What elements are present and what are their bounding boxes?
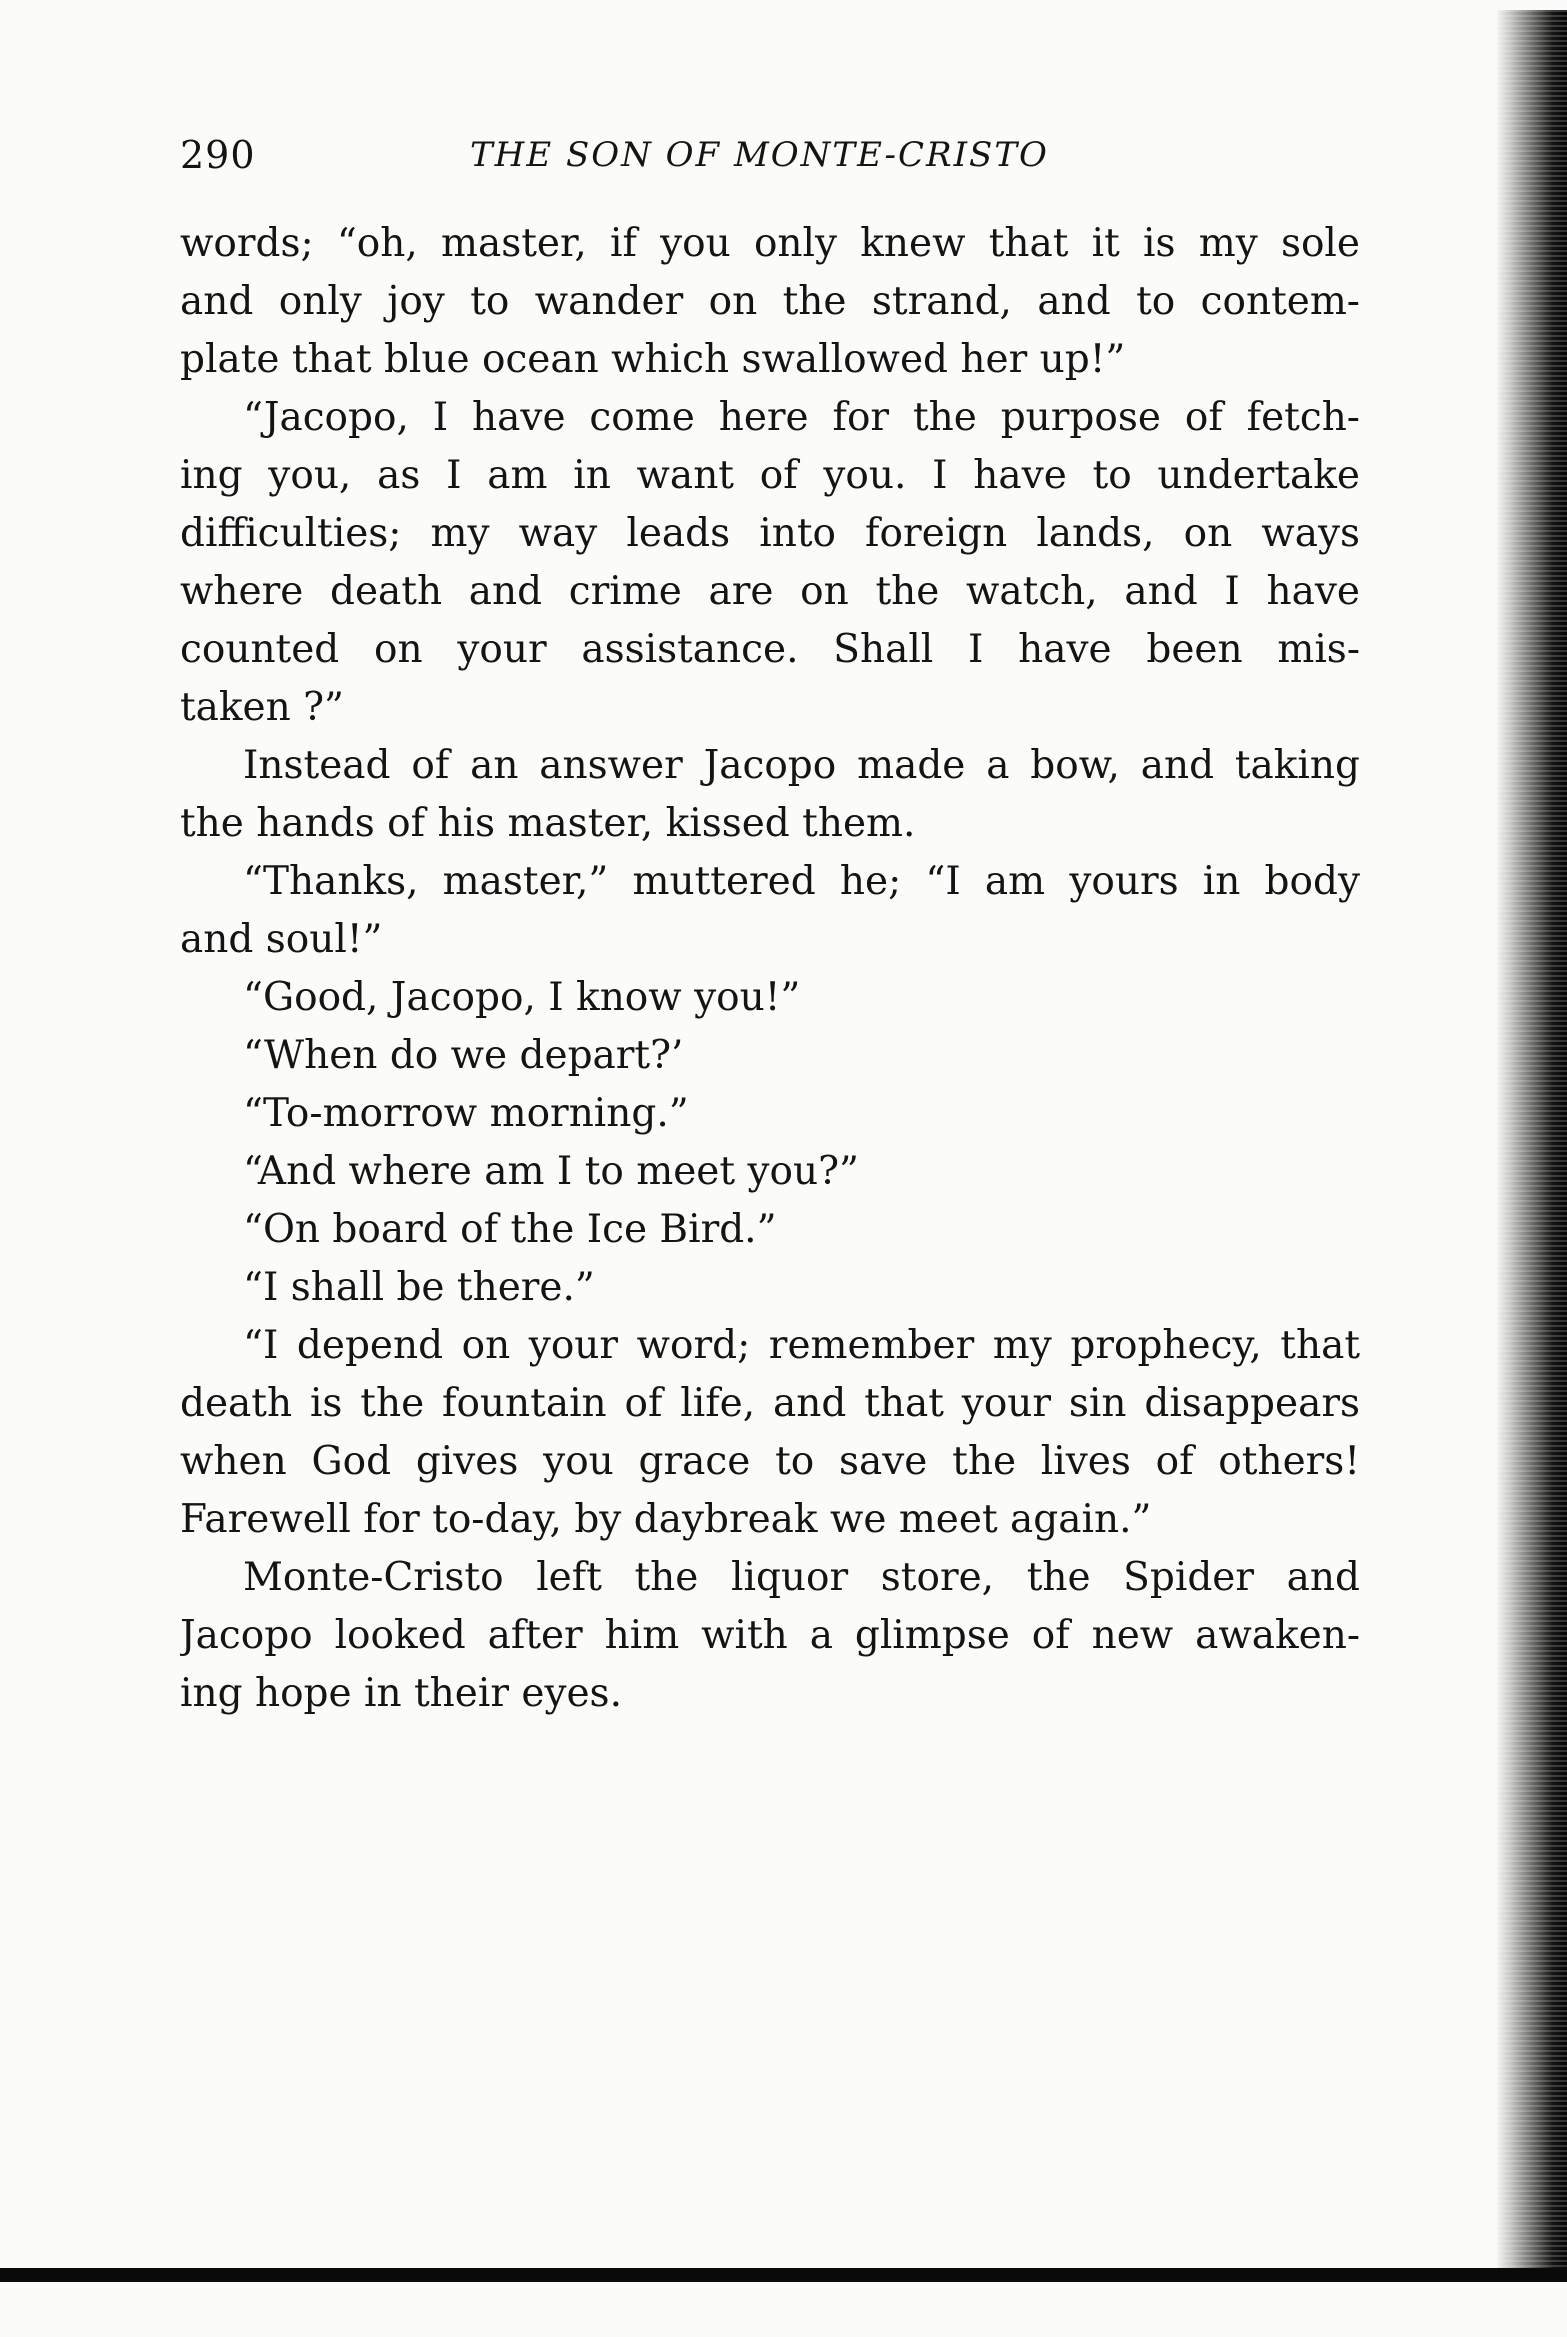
page-edge-shadow: [1497, 10, 1567, 2272]
text-line: death is the fountain of life, and that your sin disappears: [180, 1381, 1360, 1426]
text-line: “When do we depart?’: [243, 1033, 684, 1078]
text-line: where death and crime are on the watch, and I have: [180, 569, 1360, 614]
bottom-rule: [0, 2268, 1567, 2282]
text-line: when God gives you grace to save the lives of others!: [180, 1439, 1360, 1484]
text-line: ing you, as I am in want of you. I have to undertake: [180, 453, 1360, 498]
text-line: plate that blue ocean which swallowed her up!”: [180, 337, 1126, 382]
text-line: words; “oh, master, if you only knew that it is my sole: [180, 221, 1360, 266]
text-line: Jacopo looked after him with a glimpse of new awaken-: [180, 1613, 1360, 1658]
text-line: ing hope in their eyes.: [180, 1671, 622, 1716]
bottom-margin: [0, 2282, 1567, 2337]
body-text: [180, 215, 1360, 1723]
text-line: the hands of his master, kissed them.: [180, 801, 916, 846]
text-line: “Jacopo, I have come here for the purpose of fetch-: [243, 395, 1360, 440]
text-line: “I depend on your word; remember my prophecy, that: [243, 1323, 1360, 1368]
text-line: “I shall be there.”: [243, 1265, 595, 1310]
text-line: “And where am I to meet you?”: [243, 1149, 859, 1194]
text-line: counted on your assistance. Shall I have been mis-: [180, 627, 1360, 672]
text-line: “Thanks, master,” muttered he; “I am yours in body: [243, 859, 1360, 904]
running-title: THE SON OF MONTE-CRISTO: [470, 135, 1049, 175]
text-line: Instead of an answer Jacopo made a bow, and taking: [243, 743, 1360, 788]
text-line: “Good, Jacopo, I know you!”: [243, 975, 801, 1020]
text-line: Monte-Cristo left the liquor store, the Spider and: [243, 1555, 1360, 1600]
text-line: Farewell for to-day, by daybreak we meet again.”: [180, 1497, 1152, 1542]
page-number: 290: [180, 133, 256, 177]
text-line: and soul!”: [180, 917, 383, 962]
text-line: “To-morrow morning.”: [243, 1091, 689, 1136]
page-header: [180, 130, 1360, 190]
text-line: and only joy to wander on the strand, and to contem-: [180, 279, 1360, 324]
text-line: difficulties; my way leads into foreign lands, on ways: [180, 511, 1360, 556]
text-line: “On board of the Ice Bird.”: [243, 1207, 777, 1252]
text-line: taken ?”: [180, 685, 344, 730]
